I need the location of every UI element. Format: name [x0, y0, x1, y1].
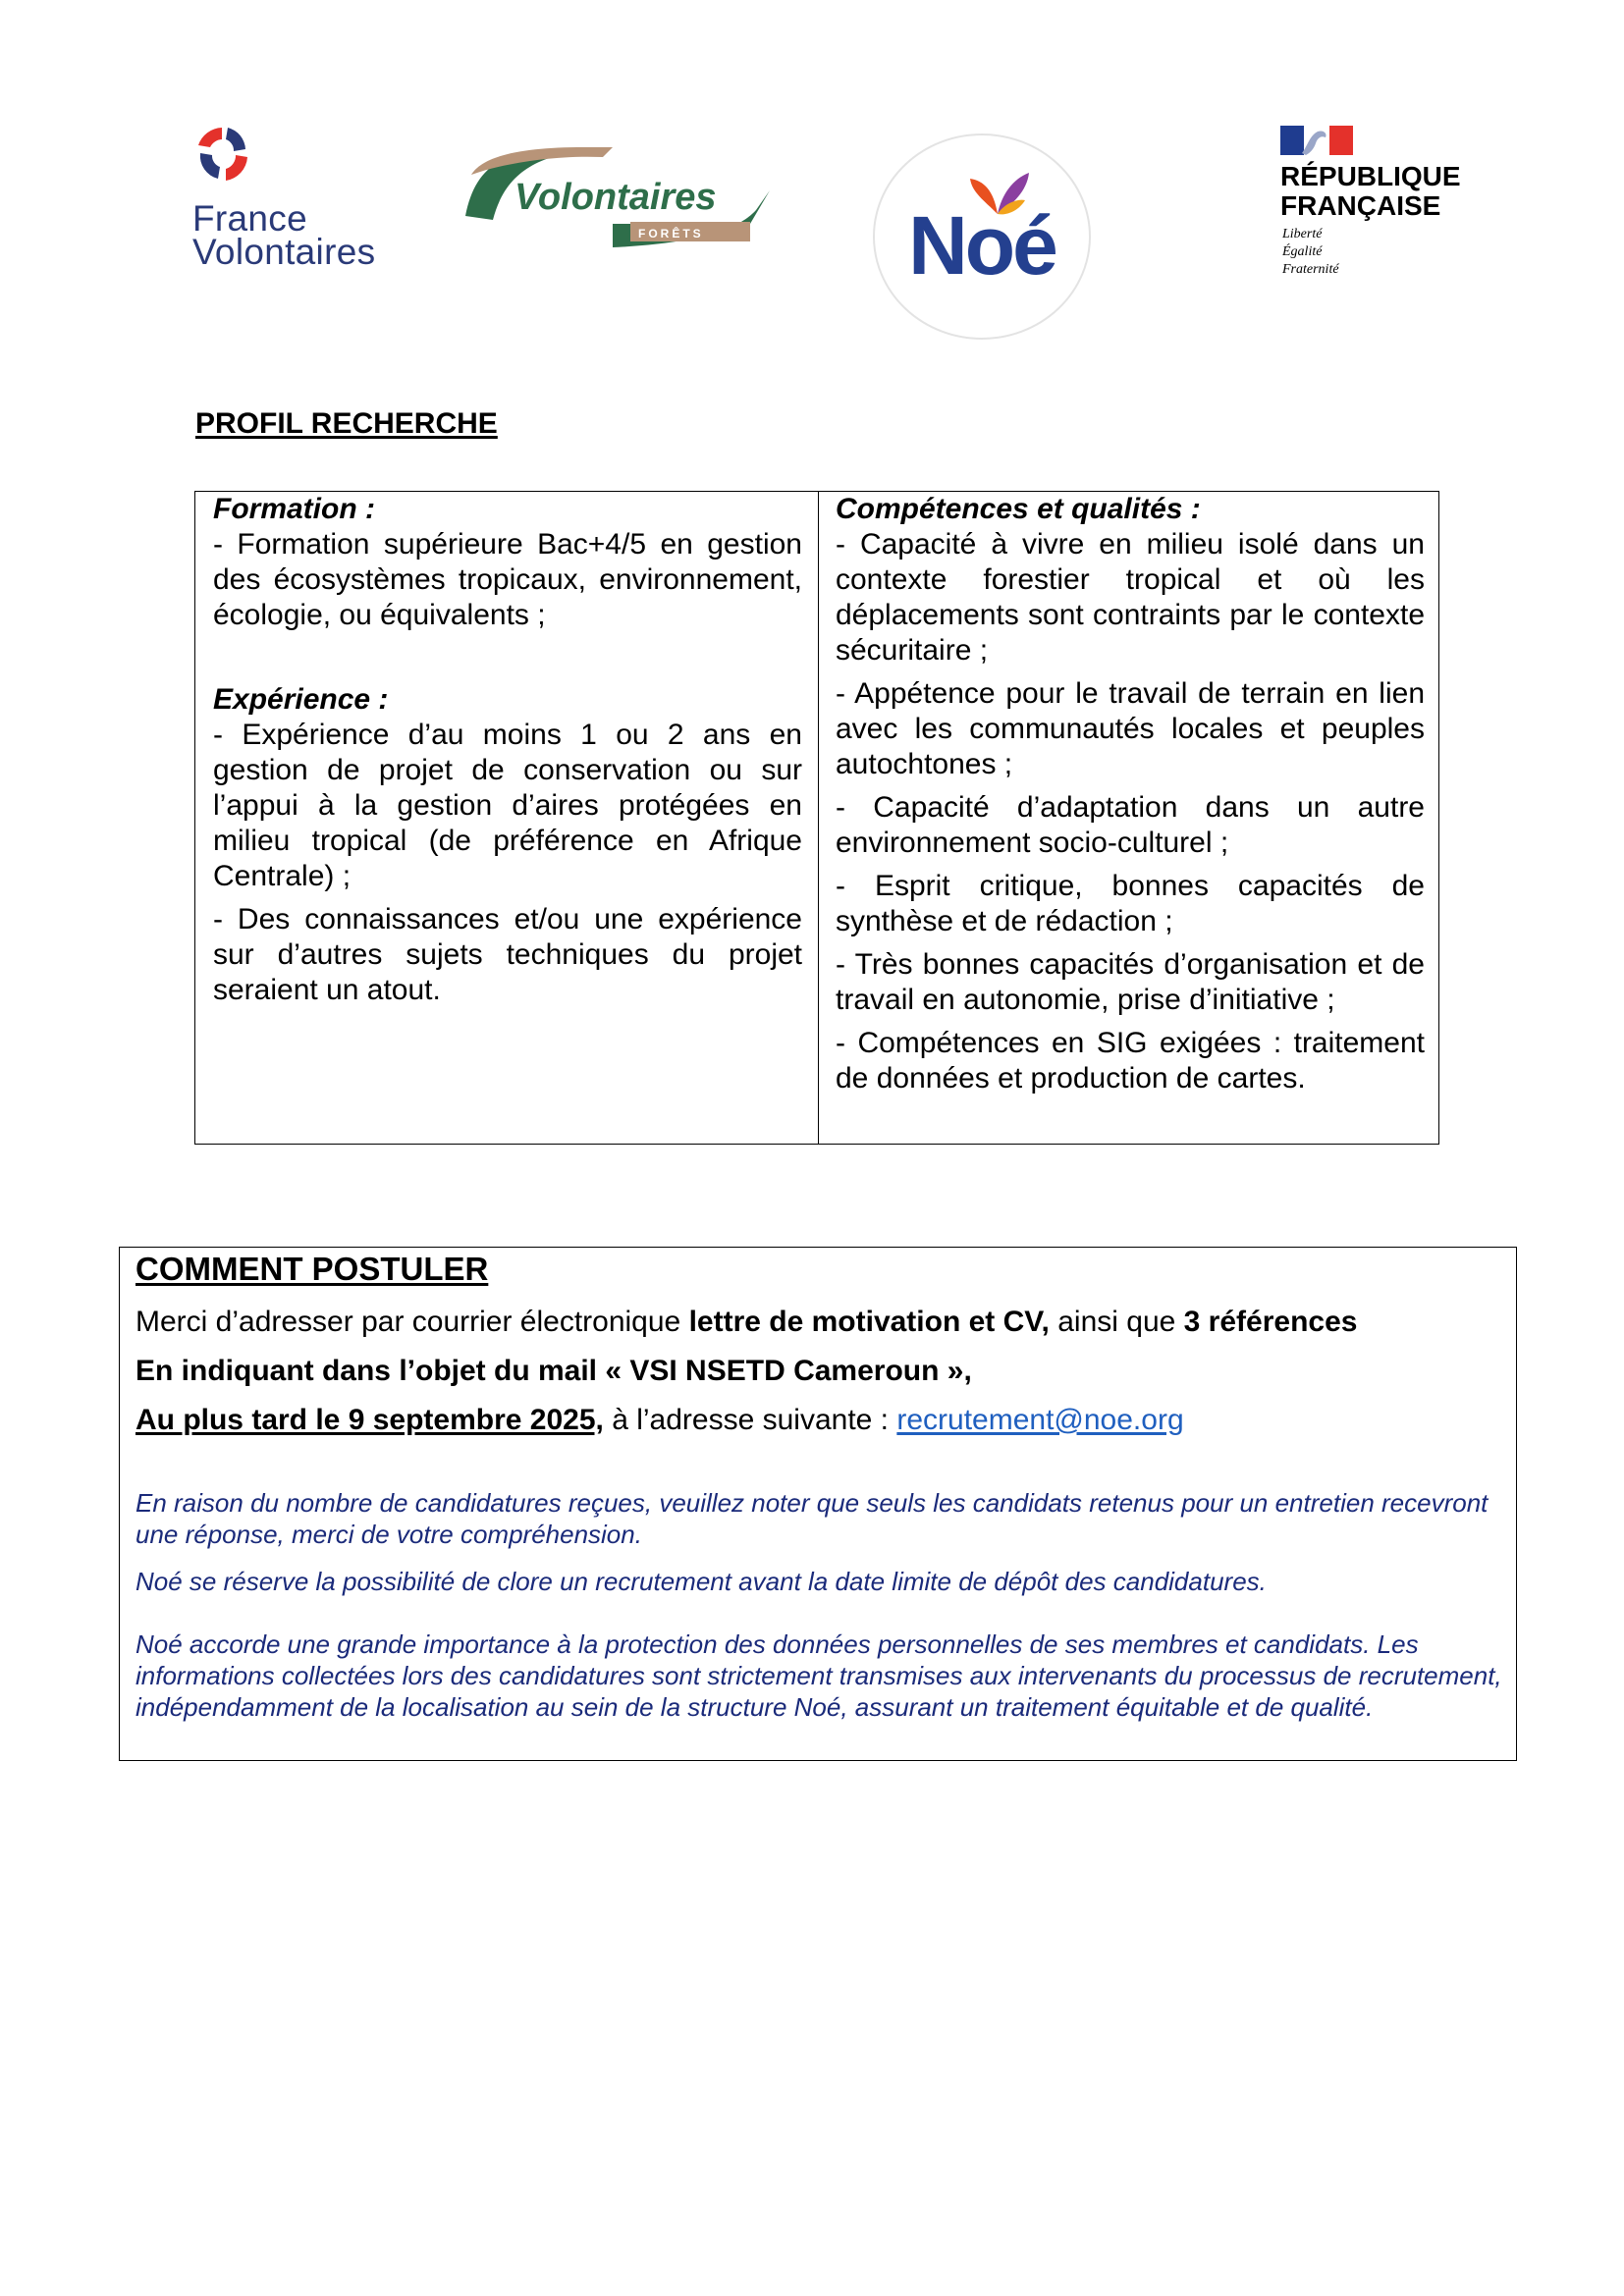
france-volontaires-logo: [192, 124, 399, 271]
france-volontaires-mark-icon: [192, 124, 251, 185]
note-responses: En raison du nombre de candidatures reçues, veuillez noter que seuls les candidats retenus pour un entretien recevront une réponse, merci de votre compréhension.: [135, 1487, 1489, 1549]
profil-left-column: [213, 492, 802, 1016]
postuler-title: COMMENT POSTULER: [135, 1251, 489, 1287]
marianne-flag-icon: [1280, 126, 1353, 155]
experience-heading: Expérience :: [213, 683, 389, 716]
postuler-address-label: à l’adresse suivante :: [603, 1403, 897, 1436]
profil-table: [194, 491, 1439, 1145]
experience-item: - Expérience d’au moins 1 ou 2 ans en gestion de projet de conservation ou sur l’appui à la gestion d’aires protégées en milieu tropical (de préférence en Afrique Centrale) ;: [213, 719, 802, 892]
noe-word: Noé: [908, 199, 1056, 292]
volontaires-forets-logo: [465, 145, 770, 255]
comment-postuler-box: [119, 1247, 1517, 1761]
postuler-line3: [135, 1403, 1502, 1438]
republique-francaise-logo: [1280, 126, 1477, 287]
recruitment-email-link[interactable]: recrutement@noe.org: [896, 1403, 1184, 1436]
formation-heading: Formation :: [213, 493, 375, 525]
profil-right-column: [836, 492, 1425, 1104]
volontaires-forets-sub: FORÊTS: [638, 227, 704, 240]
postuler-deadline: Au plus tard le 9 septembre 2025,: [135, 1403, 604, 1436]
postuler-line2: [135, 1354, 1502, 1389]
competence-item: - Capacité à vivre en milieu isolé dans un contexte forestier tropical et où les déplacements sont contraints par le contexte sécuritaire ;: [836, 528, 1425, 667]
motto-fraternite: Fraternité: [1282, 262, 1339, 277]
experience-item: - Des connaissances et/ou une expérience sur d’autres sujets techniques du projet seraient un atout.: [213, 903, 802, 1006]
noe-logo: [870, 132, 1094, 342]
competence-item: - Capacité d’adaptation dans un autre environnement socio-culturel ;: [836, 791, 1425, 859]
note-data-protection: Noé accorde une grande importance à la protection des données personnelles de ses membres et candidats. Les informations collectées lors des candidatures sont strictement transmises aux intervenants du processus de recrutement, indépendamment de la localisation au sein de la structure Noé, assurant un traitement équitable et de qualité.: [135, 1629, 1502, 1722]
table-divider: [818, 492, 819, 1144]
volontaires-forets-word: Volontaires: [514, 177, 717, 218]
postuler-line1-text: Merci d’adresser par courrier électronique: [135, 1305, 689, 1338]
competence-item: - Compétences en SIG exigées : traitement de données et production de cartes.: [836, 1027, 1425, 1095]
postuler-line1-references: 3 références: [1183, 1305, 1358, 1338]
motto-liberte: Liberté: [1282, 227, 1323, 241]
republique-line2: FRANÇAISE: [1280, 190, 1441, 221]
postuler-line1: [135, 1305, 1502, 1340]
formation-item: - Formation supérieure Bac+4/5 en gestion des écosystèmes tropicaux, environnement, écologie, ou équivalents ;: [213, 528, 802, 631]
profil-title: PROFIL RECHERCHE: [195, 407, 498, 440]
competence-item: - Très bonnes capacités d’organisation et de travail en autonomie, prise d’initiative ;: [836, 948, 1425, 1016]
republique-line1: RÉPUBLIQUE: [1280, 161, 1461, 191]
france-volontaires-line1: France: [192, 198, 307, 239]
note-closing: Noé se réserve la possibilité de clore un recrutement avant la date limite de dépôt des candidatures.: [135, 1566, 1267, 1596]
france-volontaires-line2: Volontaires: [192, 232, 376, 272]
postuler-line1-docs: lettre de motivation et CV,: [688, 1305, 1050, 1338]
postuler-subject-instruction: En indiquant dans l’objet du mail « VSI NSETD Cameroun »,: [135, 1354, 972, 1387]
postuler-line1-join: ainsi que: [1049, 1305, 1184, 1338]
competence-item: - Appétence pour le travail de terrain en lien avec les communautés locales et peuples autochtones ;: [836, 677, 1425, 780]
motto-egalite: Égalité: [1282, 244, 1323, 259]
competences-heading: Compétences et qualités :: [836, 493, 1201, 525]
competence-item: - Esprit critique, bonnes capacités de synthèse et de rédaction ;: [836, 870, 1425, 937]
